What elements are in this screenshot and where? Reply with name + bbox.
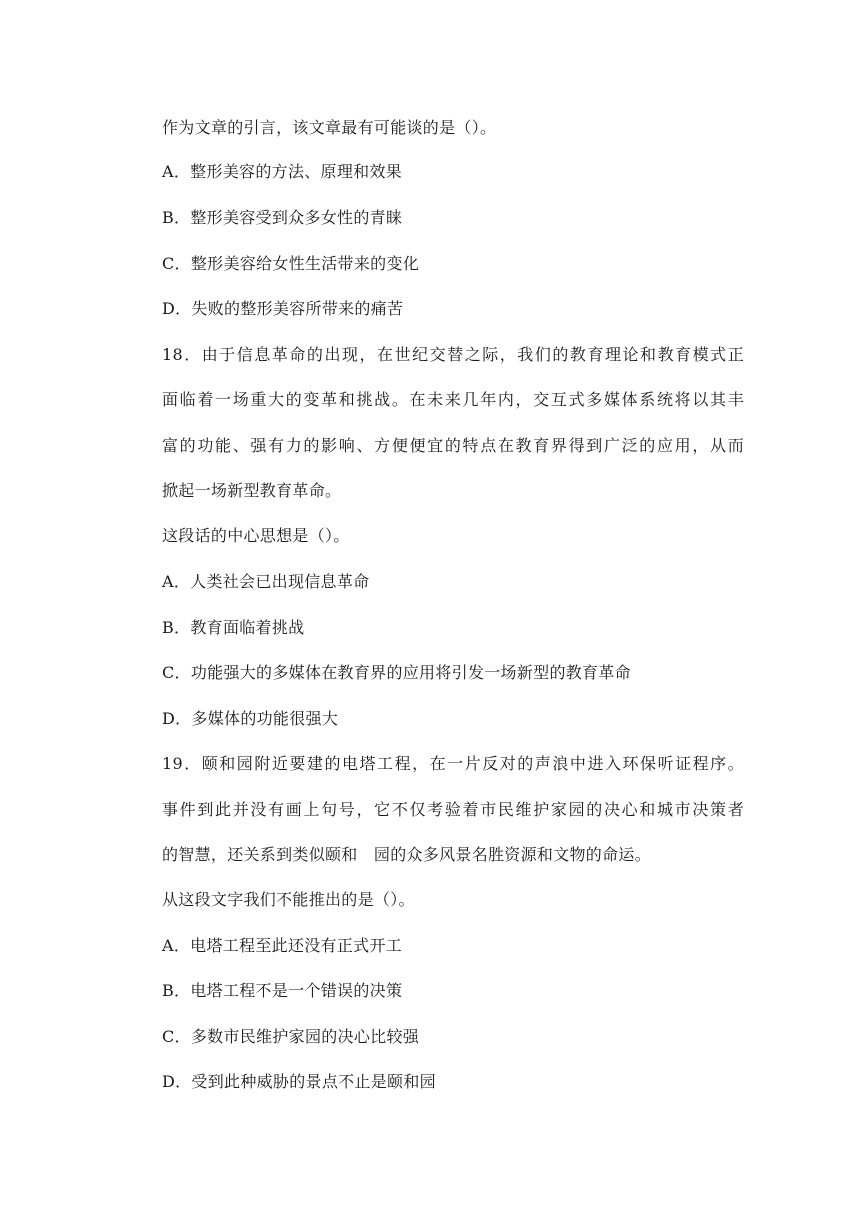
question-17-prompt: 作为文章的引言，该文章最有可能谈的是（）。 <box>162 118 497 137</box>
question-19-passage-line: 的智慧，还关系到类似颐和 园的众多风景名胜资源和文物的命运。 <box>162 845 652 864</box>
question-18-prompt: 这段话的中心思想是（）。 <box>162 526 350 545</box>
question-18-passage-line: 富的功能、强有力的影响、方便便宜的特点在教育界得到广泛的应用，从而 <box>162 436 744 455</box>
question-17-option-b: B．整形美容受到众多女性的青睐 <box>162 208 403 227</box>
question-19-option-b: B．电塔工程不是一个错误的决策 <box>162 981 403 1000</box>
question-19-passage-line: 事件到此并没有画上句号，它不仅考验着市民维护家园的决心和城市决策者 <box>162 800 744 819</box>
question-18-option-b: B．教育面临着挑战 <box>162 618 305 637</box>
question-18-passage-line: 18．由于信息革命的出现，在世纪交替之际，我们的教育理论和教育模式正 <box>162 345 744 364</box>
question-19-passage-line: 19．颐和园附近要建的电塔工程，在一片反对的声浪中进入环保听证程序。 <box>162 754 744 773</box>
question-18-option-a: A．人类社会已出现信息革命 <box>162 572 370 591</box>
question-19-option-d: D．受到此种威胁的景点不止是颐和园 <box>162 1072 436 1091</box>
question-18-passage-line: 面临着一场重大的变革和挑战。在未来几年内，交互式多媒体系统将以其丰 <box>162 390 744 409</box>
question-17-option-a: A．整形美容的方法、原理和效果 <box>162 162 403 181</box>
question-17-option-d: D．失败的整形美容所带来的痛苦 <box>162 299 404 318</box>
question-19-option-a: A．电塔工程至此还没有正式开工 <box>162 936 403 955</box>
question-17-option-c: C．整形美容给女性生活带来的变化 <box>162 254 420 273</box>
question-19-option-c: C．多数市民维护家园的决心比较强 <box>162 1027 420 1046</box>
question-18-passage-line: 掀起一场新型教育革命。 <box>162 481 342 500</box>
question-18-option-c: C．功能强大的多媒体在教育界的应用将引发一场新型的教育革命 <box>162 663 631 682</box>
question-18-option-d: D．多媒体的功能很强大 <box>162 709 339 728</box>
question-19-prompt: 从这段文字我们不能推出的是（）。 <box>162 890 415 909</box>
